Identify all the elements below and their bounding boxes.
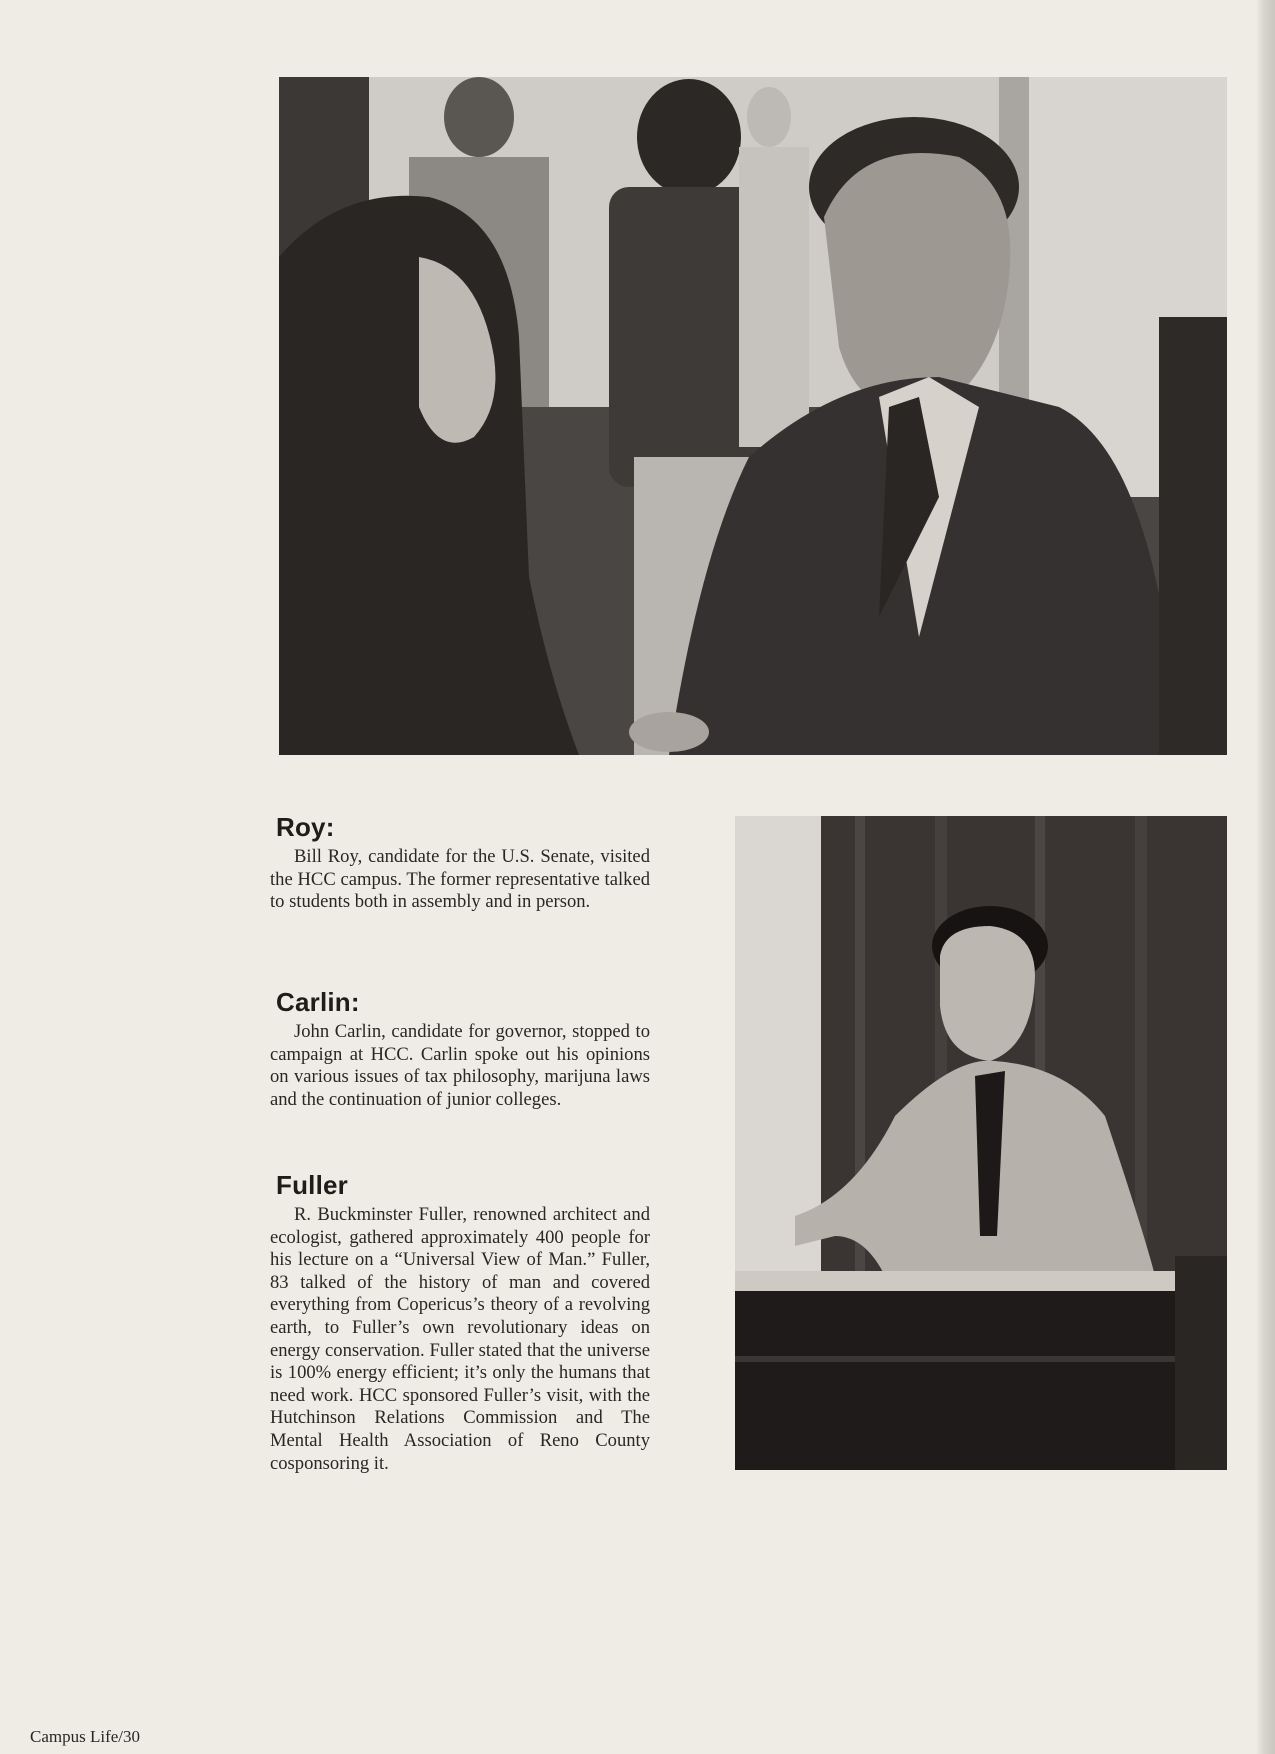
article-heading-fuller: Fuller <box>276 1170 348 1200</box>
article-body-roy: Bill Roy, candidate for the U.S. Senate, visited the HCC campus. The former representative talked to students both in assembly and in person. <box>270 846 650 913</box>
article-body-carlin: John Carlin, candidate for governor, stopped to campaign at HCC. Carlin spoke out his opinions on various issues of tax philosophy, marijuna laws and the continuation of junior colleges. <box>270 1021 650 1110</box>
page-edge-shadow <box>1256 0 1275 1754</box>
photo-carlin-image <box>735 816 1227 1470</box>
article-carlin <box>270 987 650 1111</box>
photo-roy-conversation <box>279 77 1227 755</box>
article-heading-carlin: Carlin: <box>276 987 360 1017</box>
article-fuller <box>270 1170 650 1475</box>
article-roy <box>270 812 650 914</box>
photo-roy-image <box>279 77 1227 755</box>
article-body-fuller: R. Buckminster Fuller, renowned architect and ecologist, gathered approximately 400 people for his lecture on a “Universal View of Man.” Fuller, 83 talked of the history of man and covered everything from Copericus’s theory of a revolving earth, to Fuller’s own revolutionary ideas on energy conservation. Fuller stated that the universe is 100% energy efficient; it’s only the humans that need work. HCC sponsored Fuller’s visit, with the Hutchinson Relations Commission and The Mental Health Association of Reno County cosponsoring it. <box>270 1204 650 1474</box>
article-heading-roy: Roy: <box>276 812 335 842</box>
photo-carlin-speaking <box>735 816 1227 1470</box>
page-folio: Campus Life/30 <box>30 1727 141 1746</box>
